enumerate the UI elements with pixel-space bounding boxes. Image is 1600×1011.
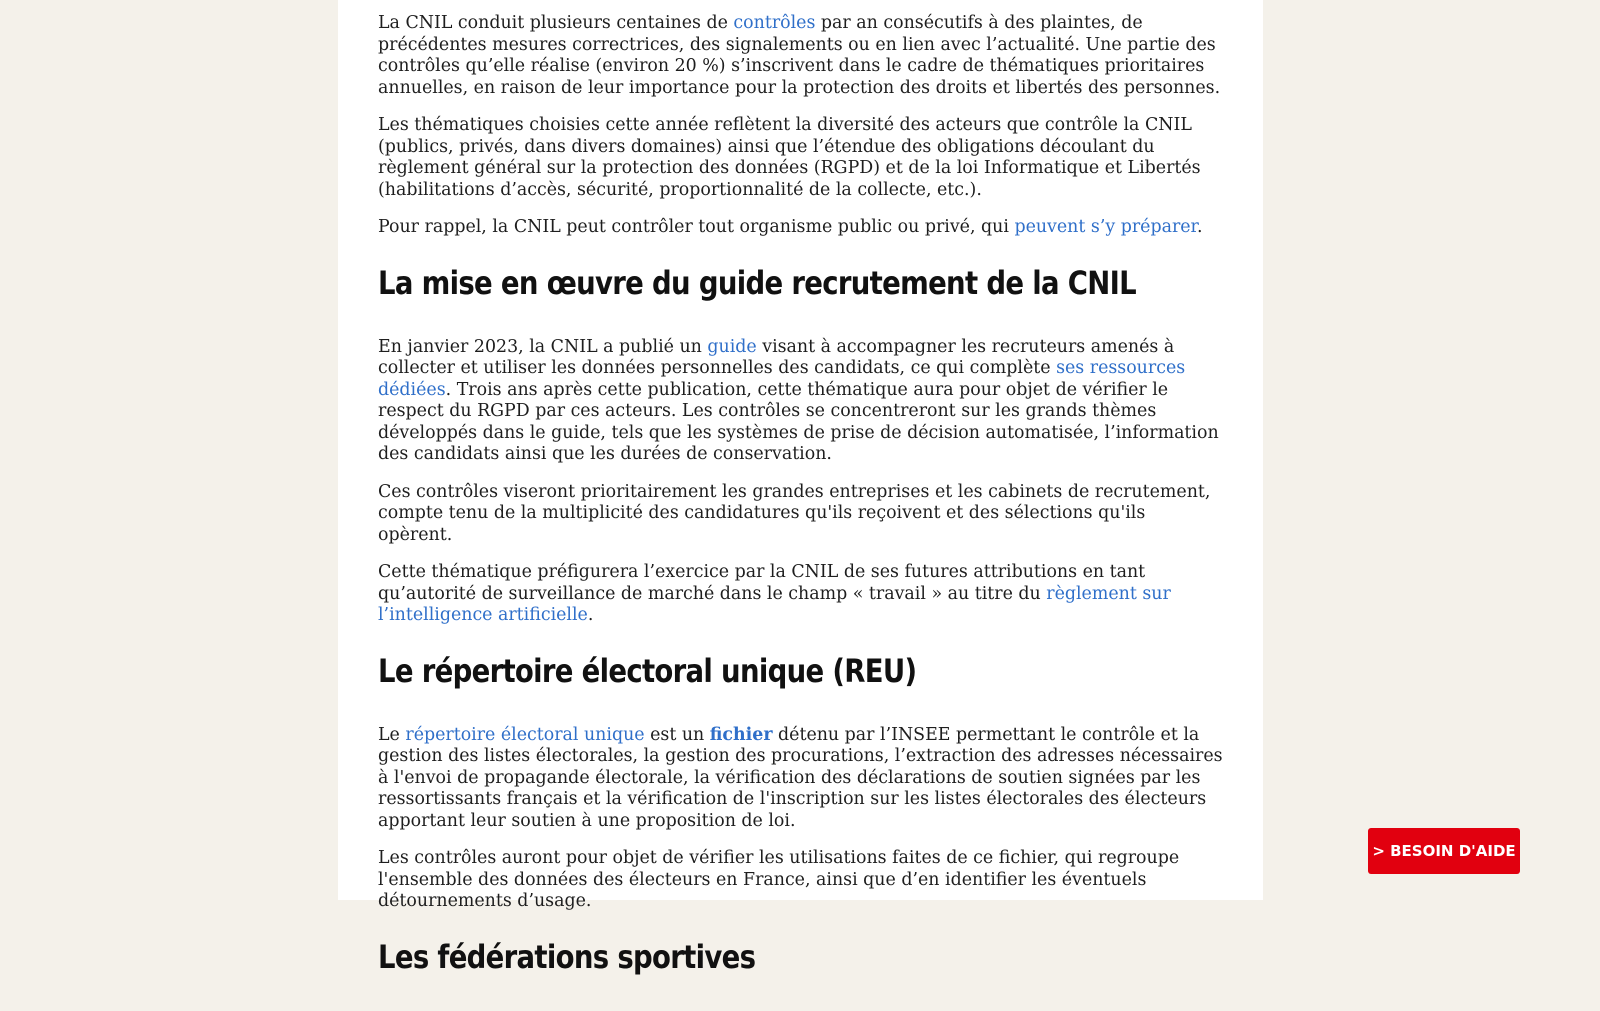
paragraph-guide: En janvier 2023, la CNIL a publié un guide visant à accompagner les recruteurs amenés à collecter et utiliser les données personnelles des candidats, ce qui complète ses ressources dédiées. Trois ans après cette publication, cette thématique aura pour objet de vérifier le respect du RGPD par ces acteurs. Les contrôles se concentreront sur les grands thèmes développés dans le guide, tels que les systèmes de prise de décision automatisée, l’information des candidats ainsi que les durées de conservation. xyxy=(378,336,1219,464)
link-repertoire-electoral[interactable]: répertoire électoral unique xyxy=(405,724,645,745)
article-page xyxy=(338,0,1263,976)
link-fichier[interactable]: fichier xyxy=(709,724,773,745)
paragraph-controls-intro: La CNIL conduit plusieurs centaines de contrôles par an consécutifs à des plaintes, de précédentes mesures correctrices, des signalements ou en lien avec l’actualité. Une partie des contrôles qu’elle réalise (environ 20 %) s’inscrivent dans le cadre de thématiques prioritaires annuelles, en raison de leur importance pour la protection des droits et libertés des personnes. xyxy=(378,13,1221,98)
link-controles[interactable]: contrôles xyxy=(733,13,816,33)
paragraph-reu-controles: Les contrôles auront pour objet de vérifier les utilisations faites de ce fichier, qui regroupe l'ensemble des données des électeurs en France, ainsi que d’en identifier les éventuels détournements d’usage. xyxy=(378,848,1180,911)
link-ressources-dediees[interactable]: ses ressources dédiées xyxy=(378,358,1186,400)
article-content xyxy=(378,13,1223,1011)
heading-federations-sportives: Les fédérations sportives xyxy=(378,937,756,976)
paragraph-thematiques: Les thématiques choisies cette année reflètent la diversité des acteurs que contrôle la CNIL (publics, privés, dans divers domaines) ainsi que l’étendue des obligations découlant du règlement général sur la protection des données (RGPD) et de la loi Informatique et Libertés (habilitations d’accès, sécurité, proportionnalité de la collecte, etc.). xyxy=(378,115,1201,200)
link-se-preparer[interactable]: peuvent s’y préparer xyxy=(1014,217,1197,237)
paragraph-rappel: Pour rappel, la CNIL peut contrôler tout organisme public ou privé, qui peuvent s’y préparer. xyxy=(378,217,1203,237)
paragraph-reu: Le répertoire électoral unique est un fichier détenu par l’INSEE permettant le contrôle et la gestion des listes électorales, la gestion des procurations, l’extraction des adresses nécessaires à l'envoi de propagande électorale, la vérification des déclarations de soutien signées par les ressortissants français et la vérification de l'inscription sur les listes électorales des électeurs apportant leur soutien à une proposition de loi. xyxy=(378,724,1223,831)
paragraph-grandes-entreprises: Ces contrôles viseront prioritairement les grandes entreprises et les cabinets de recrutement, compte tenu de la multiplicité des candidatures qu'ils reçoivent et des sélections qu'ils opèrent. xyxy=(378,481,1211,545)
heading-reu: Le répertoire électoral unique (REU) xyxy=(378,651,917,690)
link-guide[interactable]: guide xyxy=(707,336,757,357)
paragraph-ia: Cette thématique préfigurera l’exercice par la CNIL de ses futures attributions en tant qu’autorité de surveillance de marché dans le champ « travail » au titre du règlement sur l’intelligence artificielle. xyxy=(378,562,1171,625)
link-reglement-ia[interactable]: règlement sur l’intelligence artificielle xyxy=(378,583,1171,625)
heading-guide-recrutement: La mise en œuvre du guide recrutement de la CNIL xyxy=(378,263,1136,302)
help-button[interactable]: > BESOIN D'AIDE xyxy=(1368,828,1520,874)
